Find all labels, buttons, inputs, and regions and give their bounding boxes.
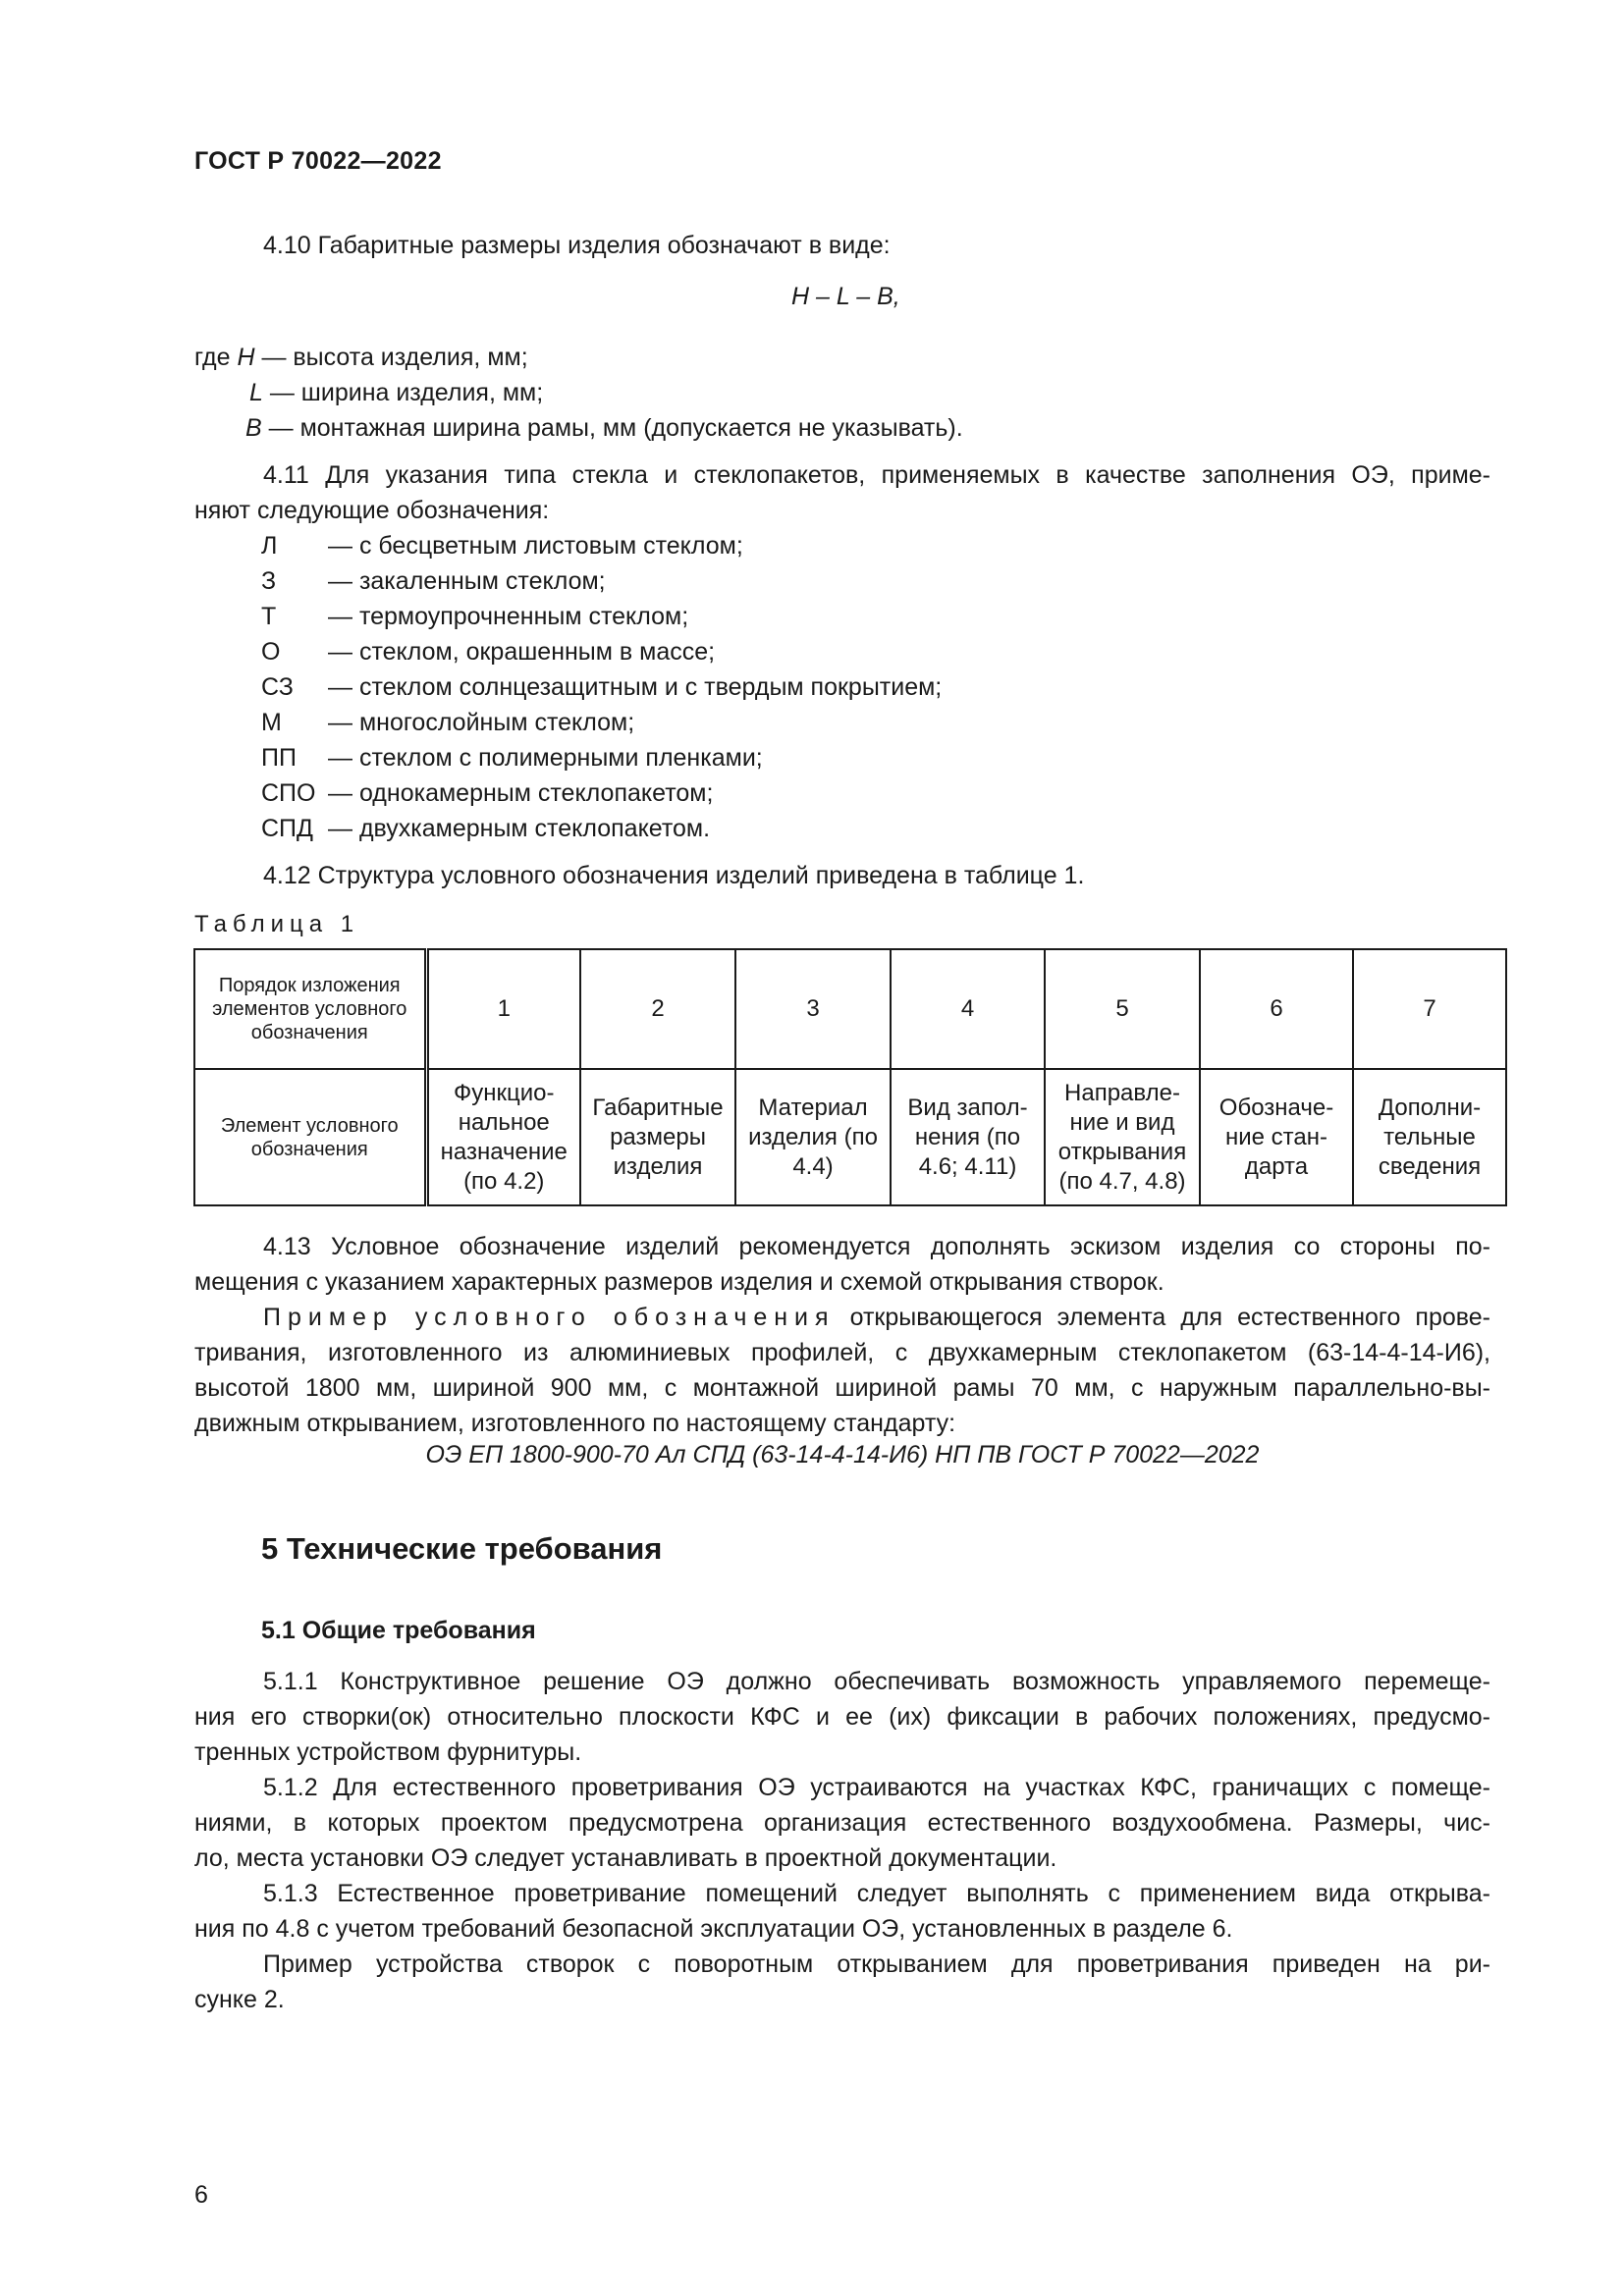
clause-4-10-text: 4.10 Габаритные размеры изделия обозначают в виде: bbox=[263, 232, 891, 259]
glass-desc: — двухкамерным стеклопакетом. bbox=[328, 815, 711, 842]
subsection-5-1-title: 5.1 Общие требования bbox=[261, 1617, 536, 1644]
clause-4-13 bbox=[194, 1229, 1490, 1441]
glass-code: М bbox=[261, 709, 282, 736]
example-label: Пример условного обозначения bbox=[263, 1304, 836, 1331]
clause-5-1-1-line: 5.1.1 Конструктивное решение ОЭ должно обеспечивать возможность управляемого перемеще- bbox=[263, 1668, 1490, 1695]
glass-designation-item bbox=[261, 634, 715, 669]
clause-5-1-2-line: ниями, в которых проектом предусмотрена организация естественного воздухообмена. Размеры, чис- bbox=[194, 1809, 1490, 1837]
glass-desc: — стеклом солнцезащитным и с твердым покрытием; bbox=[328, 673, 943, 701]
where-item-b bbox=[245, 410, 963, 446]
clause-5-1-2-line: 5.1.2 Для естественного проветривания ОЭ устраиваются на участках КФС, граничащих с помеще- bbox=[263, 1774, 1490, 1801]
table-cell: 4 bbox=[891, 949, 1045, 1069]
table-cell: 5 bbox=[1045, 949, 1200, 1069]
table-cell: 7 bbox=[1353, 949, 1506, 1069]
example-line3: высотой 1800 мм, шириной 900 мм, с монтажной шириной рамы 70 мм, с наружным параллельно-вы- bbox=[194, 1374, 1490, 1402]
where-item-h bbox=[194, 340, 528, 375]
glass-code: СПД bbox=[261, 815, 313, 842]
clause-5-1-2-line: ло, места установки ОЭ следует устанавливать в проектной документации. bbox=[194, 1844, 1057, 1872]
glass-code: СЗ bbox=[261, 673, 294, 701]
table-cell: Направле- ние и вид открывания (по 4.7, 4.8) bbox=[1045, 1069, 1200, 1205]
clause-4-11-line1: 4.11 Для указания типа стекла и стеклопакетов, применяемых в качестве заполнения ОЭ, приме- bbox=[263, 461, 1490, 489]
table-cell: 1 bbox=[426, 949, 580, 1069]
table-row bbox=[194, 1069, 1506, 1205]
clause-5-1-4-line: Пример устройства створок с поворотным открыванием для проветривания приведен на ри- bbox=[263, 1950, 1490, 1978]
section-5-title: 5 Технические требования bbox=[261, 1531, 663, 1566]
where-desc: — ширина изделия, мм; bbox=[262, 379, 544, 406]
clause-4-11 bbox=[194, 457, 1490, 528]
table-cell: 2 bbox=[580, 949, 735, 1069]
glass-designation-item bbox=[261, 563, 606, 599]
glass-code: Л bbox=[261, 532, 278, 560]
glass-designation-item bbox=[261, 740, 763, 775]
clause-5-1-4-line: сунке 2. bbox=[194, 1986, 285, 2013]
example-line4: движным открыванием, изготовленного по настоящему стандарту: bbox=[194, 1410, 956, 1437]
where-desc: — высота изделия, мм; bbox=[254, 344, 528, 371]
clause-5-1-3-line: 5.1.3 Естественное проветривание помещений следует выполнять с применением вида открыва- bbox=[263, 1880, 1490, 1907]
example-line2: тривания, изготовленного из алюминиевых профилей, с двухкамерным стеклопакетом (63-14-4-14-И6), bbox=[194, 1339, 1490, 1366]
clause-4-13-line2: мещения с указанием характерных размеров изделия и схемой открывания створок. bbox=[194, 1268, 1164, 1296]
where-symbol: B bbox=[245, 414, 262, 442]
glass-desc: — с бесцветным листовым стеклом; bbox=[328, 532, 743, 560]
document-header: ГОСТ Р 70022—2022 bbox=[194, 147, 442, 175]
glass-desc: — многослойным стеклом; bbox=[328, 709, 635, 736]
table-row bbox=[194, 949, 1506, 1069]
glass-desc: — стеклом с полимерными пленками; bbox=[328, 744, 763, 772]
glass-code: ПП bbox=[261, 744, 297, 772]
glass-code: О bbox=[261, 638, 281, 666]
table-cell: Вид запол- нения (по 4.6; 4.11) bbox=[891, 1069, 1045, 1205]
table-cell: Дополни- тельные сведения bbox=[1353, 1069, 1506, 1205]
table-cell: Материал изделия (по 4.4) bbox=[735, 1069, 891, 1205]
glass-desc: — термоупрочненным стеклом; bbox=[328, 603, 689, 630]
example-designation-code: ОЭ ЕП 1800-900-70 Ал СПД (63-14-4-14-И6) НП ПВ ГОСТ Р 70022—2022 bbox=[425, 1441, 1260, 1468]
glass-code: З bbox=[261, 567, 277, 595]
section-5-body bbox=[194, 1664, 1490, 2017]
table-row-header: Элемент условного обозначения bbox=[194, 1069, 426, 1205]
glass-code: Т bbox=[261, 603, 277, 630]
glass-designation-item bbox=[261, 775, 713, 811]
example-line1 bbox=[194, 1300, 1490, 1335]
table-cell: Габаритные размеры изделия bbox=[580, 1069, 735, 1205]
page-number: 6 bbox=[194, 2181, 208, 2209]
glass-designation-item bbox=[261, 811, 710, 846]
where-prefix: где bbox=[194, 344, 238, 371]
table-caption: Таблица 1 bbox=[194, 911, 360, 937]
where-desc: — монтажная ширина рамы, мм (допускается не указывать). bbox=[261, 414, 963, 442]
glass-desc: — стеклом, окрашенным в массе; bbox=[328, 638, 716, 666]
glass-designation-item bbox=[261, 669, 942, 705]
table-cell: 3 bbox=[735, 949, 891, 1069]
table-row-header: Порядок изложения элементов условного обозначения bbox=[194, 949, 426, 1069]
clause-5-1-1-line: тренных устройством фурнитуры. bbox=[194, 1738, 582, 1766]
table-cell: 6 bbox=[1200, 949, 1353, 1069]
glass-designation-item bbox=[261, 528, 743, 563]
clause-4-11-line2: няют следующие обозначения: bbox=[194, 497, 550, 524]
glass-code: СПО bbox=[261, 779, 316, 807]
table-cell: Обозначе- ние стан- дарта bbox=[1200, 1069, 1353, 1205]
example-line1-rest: открывающегося элемента для естественного прове- bbox=[835, 1304, 1491, 1331]
dimension-formula: H – L – B, bbox=[791, 283, 900, 310]
clause-4-12-text: 4.12 Структура условного обозначения изделий приведена в таблице 1. bbox=[263, 862, 1085, 889]
where-symbol: L bbox=[249, 379, 263, 406]
glass-designation-item bbox=[261, 599, 688, 634]
glass-designation-item bbox=[261, 705, 634, 740]
where-item-l bbox=[249, 375, 543, 410]
table-cell: Функцио- нальное назначение (по 4.2) bbox=[426, 1069, 580, 1205]
clause-5-1-1-line: ния его створки(ок) относительно плоскости КФС и ее (их) фиксации в рабочих положениях, предусмо- bbox=[194, 1703, 1490, 1731]
glass-desc: — однокамерным стеклопакетом; bbox=[328, 779, 714, 807]
where-symbol: H bbox=[237, 344, 255, 371]
clause-5-1-3-line: ния по 4.8 с учетом требований безопасной эксплуатации ОЭ, установленных в разделе 6. bbox=[194, 1915, 1233, 1943]
clause-4-13-line1: 4.13 Условное обозначение изделий рекомендуется дополнять эскизом изделия со стороны по- bbox=[263, 1233, 1490, 1260]
glass-desc: — закаленным стеклом; bbox=[328, 567, 606, 595]
table-1 bbox=[193, 948, 1507, 1206]
